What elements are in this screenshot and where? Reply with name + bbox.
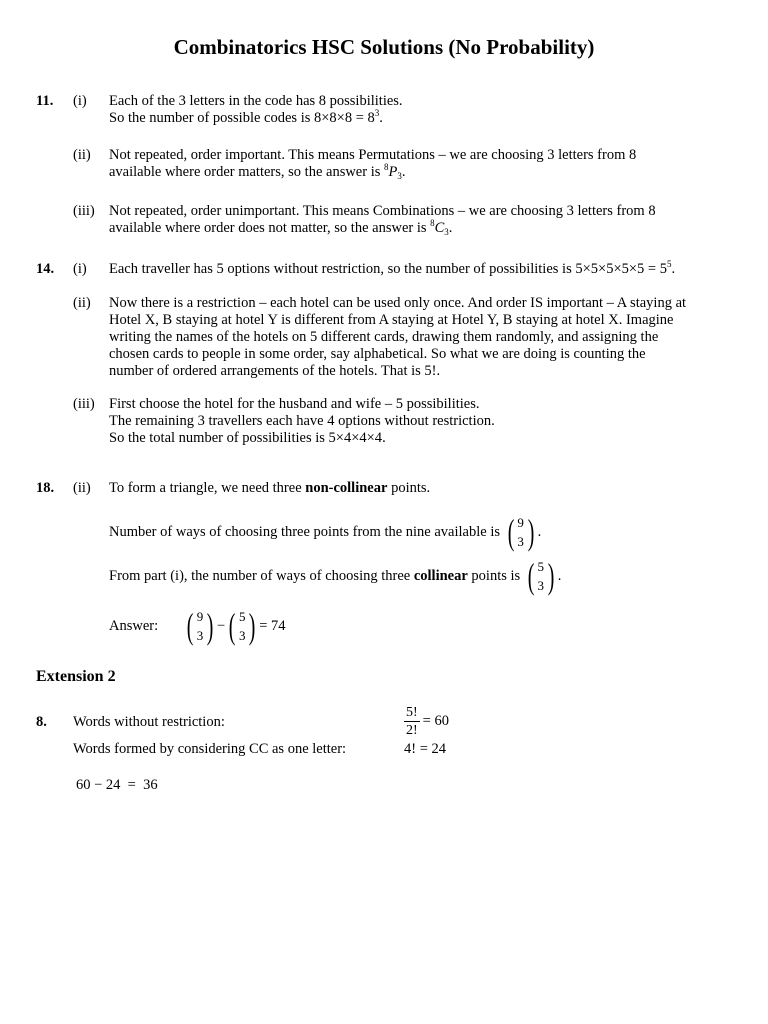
ext-row1-result: = 60 bbox=[422, 713, 449, 729]
q18-line2-text: Number of ways of choosing three points from the nine available is bbox=[109, 523, 500, 540]
q14-part-i-text bbox=[109, 261, 734, 278]
question-number-18: 18. bbox=[36, 480, 55, 496]
q11-part-i-label: (i) bbox=[73, 93, 87, 109]
binomial-top: 5 bbox=[537, 559, 545, 574]
q11-i-line1: Each of the 3 letters in the code has 8 possibilities. bbox=[109, 93, 403, 109]
q14-part-i-label: (i) bbox=[73, 261, 87, 277]
binomial-5-choose-3 bbox=[226, 608, 258, 644]
q14-ii-line: number of ordered arrangements of the hotels. That is 5!. bbox=[109, 363, 441, 379]
ext-row1-math bbox=[404, 704, 449, 739]
q18-line1-text: To form a triangle, we need three bbox=[109, 480, 302, 496]
q18-line3 bbox=[109, 556, 734, 596]
q14-i-math bbox=[575, 261, 671, 277]
q14-ii-line: writing the names of the hotels on 5 different cards, drawing them randomly, and assigning the bbox=[109, 329, 659, 345]
q14-ii-line: Hotel X, B staying at hotel Y is different from A staying at Hotel Y, B staying at hotel X. Imagine bbox=[109, 312, 674, 328]
q11-i-line2-post: . bbox=[379, 110, 383, 126]
fraction-denominator: 2! bbox=[406, 723, 418, 738]
q18-line1 bbox=[109, 480, 734, 497]
minus-sign: − bbox=[217, 617, 226, 634]
q18-part-ii-label: (ii) bbox=[73, 480, 91, 496]
right-paren: ) bbox=[206, 606, 214, 646]
q11-ii-perm-r: 3 bbox=[397, 171, 402, 181]
right-paren: ) bbox=[248, 606, 256, 646]
q11-iii-line1: Not repeated, order unimportant. This means Combinations – we are choosing 3 letters from 8 bbox=[109, 203, 656, 219]
binomial-top: 9 bbox=[517, 515, 524, 530]
q18-answer bbox=[109, 606, 734, 646]
q14-i-line1 bbox=[109, 261, 734, 278]
q18-line2 bbox=[109, 512, 734, 552]
q11-iii-line2-post: . bbox=[448, 220, 453, 236]
q14-part-iii-text bbox=[109, 396, 734, 447]
q11-ii-perm-n: 8 bbox=[384, 162, 389, 172]
binomial-9-choose-3 bbox=[184, 608, 216, 644]
page-title: Combinatorics HSC Solutions (No Probability) bbox=[173, 35, 595, 59]
q14-iii-line2: The remaining 3 travellers each have 4 options without restriction. bbox=[109, 413, 495, 429]
binomial-bottom: 3 bbox=[238, 628, 246, 643]
binomial-top: 9 bbox=[196, 609, 204, 624]
fraction-numerator: 5! bbox=[406, 705, 418, 720]
left-paren: ( bbox=[228, 606, 236, 646]
q14-iii-line3-post: . bbox=[382, 430, 386, 446]
binomial-bottom: 3 bbox=[196, 628, 204, 643]
q11-iii-comb bbox=[430, 220, 449, 236]
q11-iii-comb-symbol: C bbox=[434, 220, 445, 236]
q14-i-line1-post: . bbox=[671, 261, 676, 277]
q14-i-line1-text: Each traveller has 5 options without restriction, so the number of possibilities is bbox=[109, 261, 572, 277]
q14-ii-line: chosen cards to people in some order, say alphabetical. So what we are doing is counting the bbox=[109, 346, 646, 362]
q14-iii-line3 bbox=[109, 430, 734, 447]
q14-ii-line: Now there is a restriction – each hotel can be used only once. And order IS important – A staying at bbox=[109, 295, 687, 311]
binomial-9-choose-3 bbox=[505, 514, 537, 550]
q14-iii-math: 5×4×4×4 bbox=[328, 430, 383, 446]
q18-line3-bold: collinear bbox=[413, 567, 468, 584]
right-paren: ) bbox=[527, 512, 534, 552]
binomial-stack bbox=[537, 558, 545, 594]
q14-part-ii-text bbox=[109, 295, 734, 380]
q11-part-ii-text bbox=[109, 147, 734, 181]
binomial-stack bbox=[238, 608, 246, 644]
binomial-top: 5 bbox=[238, 609, 246, 624]
q14-iii-line3-text: So the total number of possibilities is bbox=[109, 430, 325, 446]
q11-i-math bbox=[314, 110, 379, 126]
q11-i-math-base: 8×8×8 = 8 bbox=[314, 110, 375, 126]
fraction-5-over-2 bbox=[404, 704, 420, 739]
q18-line1-bold: non-collinear bbox=[305, 480, 388, 496]
q14-part-ii-label: (ii) bbox=[73, 295, 91, 311]
ext-final-calc: 60 − 24 = 36 bbox=[76, 777, 158, 793]
q11-part-i-text bbox=[109, 93, 734, 127]
q11-i-line2 bbox=[109, 110, 734, 127]
question-number-11: 11. bbox=[36, 93, 54, 109]
q11-ii-line2 bbox=[109, 164, 734, 181]
q14-i-math-exp: 5 bbox=[666, 259, 672, 269]
q11-ii-line2-text: available where order matters, so the answer is bbox=[109, 164, 381, 180]
binomial-stack bbox=[196, 608, 204, 644]
left-paren: ( bbox=[507, 512, 514, 552]
question-number-14: 14. bbox=[36, 261, 55, 277]
q18-line1-post: points. bbox=[391, 480, 431, 496]
q18-line2-post: . bbox=[537, 523, 542, 540]
q11-i-line2-text: So the number of possible codes is bbox=[109, 110, 311, 126]
q11-iii-line2-text: available where order does not matter, so the answer is bbox=[109, 220, 427, 236]
q11-iii-line2 bbox=[109, 220, 734, 237]
q11-ii-perm bbox=[384, 164, 402, 180]
q11-ii-line2-post: . bbox=[401, 164, 406, 180]
q11-part-iii-label: (iii) bbox=[73, 203, 95, 219]
ext-row2-label: Words formed by considering CC as one letter: bbox=[73, 741, 347, 757]
q11-i-math-exp: 3 bbox=[374, 108, 380, 118]
answer-label: Answer: bbox=[109, 617, 159, 634]
q11-part-ii-label: (ii) bbox=[73, 147, 91, 163]
binomial-bottom: 3 bbox=[517, 534, 524, 549]
left-paren: ( bbox=[186, 606, 194, 646]
ext-row1-label: Words without restriction: bbox=[73, 714, 225, 730]
ext-row2-math: 4! = 24 bbox=[404, 741, 447, 757]
q14-part-iii-label: (iii) bbox=[73, 396, 95, 412]
q14-i-math-base: 5×5×5×5×5 = 5 bbox=[575, 261, 667, 277]
q18-line3-post: . bbox=[557, 567, 562, 584]
answer-result: = 74 bbox=[259, 617, 286, 634]
q11-ii-perm-symbol: P bbox=[388, 164, 398, 180]
q11-iii-comb-n: 8 bbox=[430, 218, 435, 228]
q11-part-iii-text bbox=[109, 203, 734, 237]
q18-line3-text: From part (i), the number of ways of choosing three bbox=[109, 567, 411, 584]
section-heading-extension-2: Extension 2 bbox=[36, 668, 116, 685]
binomial-bottom: 3 bbox=[537, 578, 545, 593]
q11-iii-comb-r: 3 bbox=[444, 227, 449, 237]
binomial-stack bbox=[517, 514, 525, 550]
question-number-8: 8. bbox=[36, 714, 47, 730]
q18-line3-mid: points is bbox=[471, 567, 521, 584]
q11-ii-line1: Not repeated, order important. This means Permutations – we are choosing 3 letters from 8 bbox=[109, 147, 637, 163]
binomial-5-choose-3 bbox=[525, 558, 557, 594]
left-paren: ( bbox=[527, 556, 535, 596]
q14-iii-line1: First choose the hotel for the husband and wife – 5 possibilities. bbox=[109, 396, 480, 412]
right-paren: ) bbox=[547, 556, 555, 596]
